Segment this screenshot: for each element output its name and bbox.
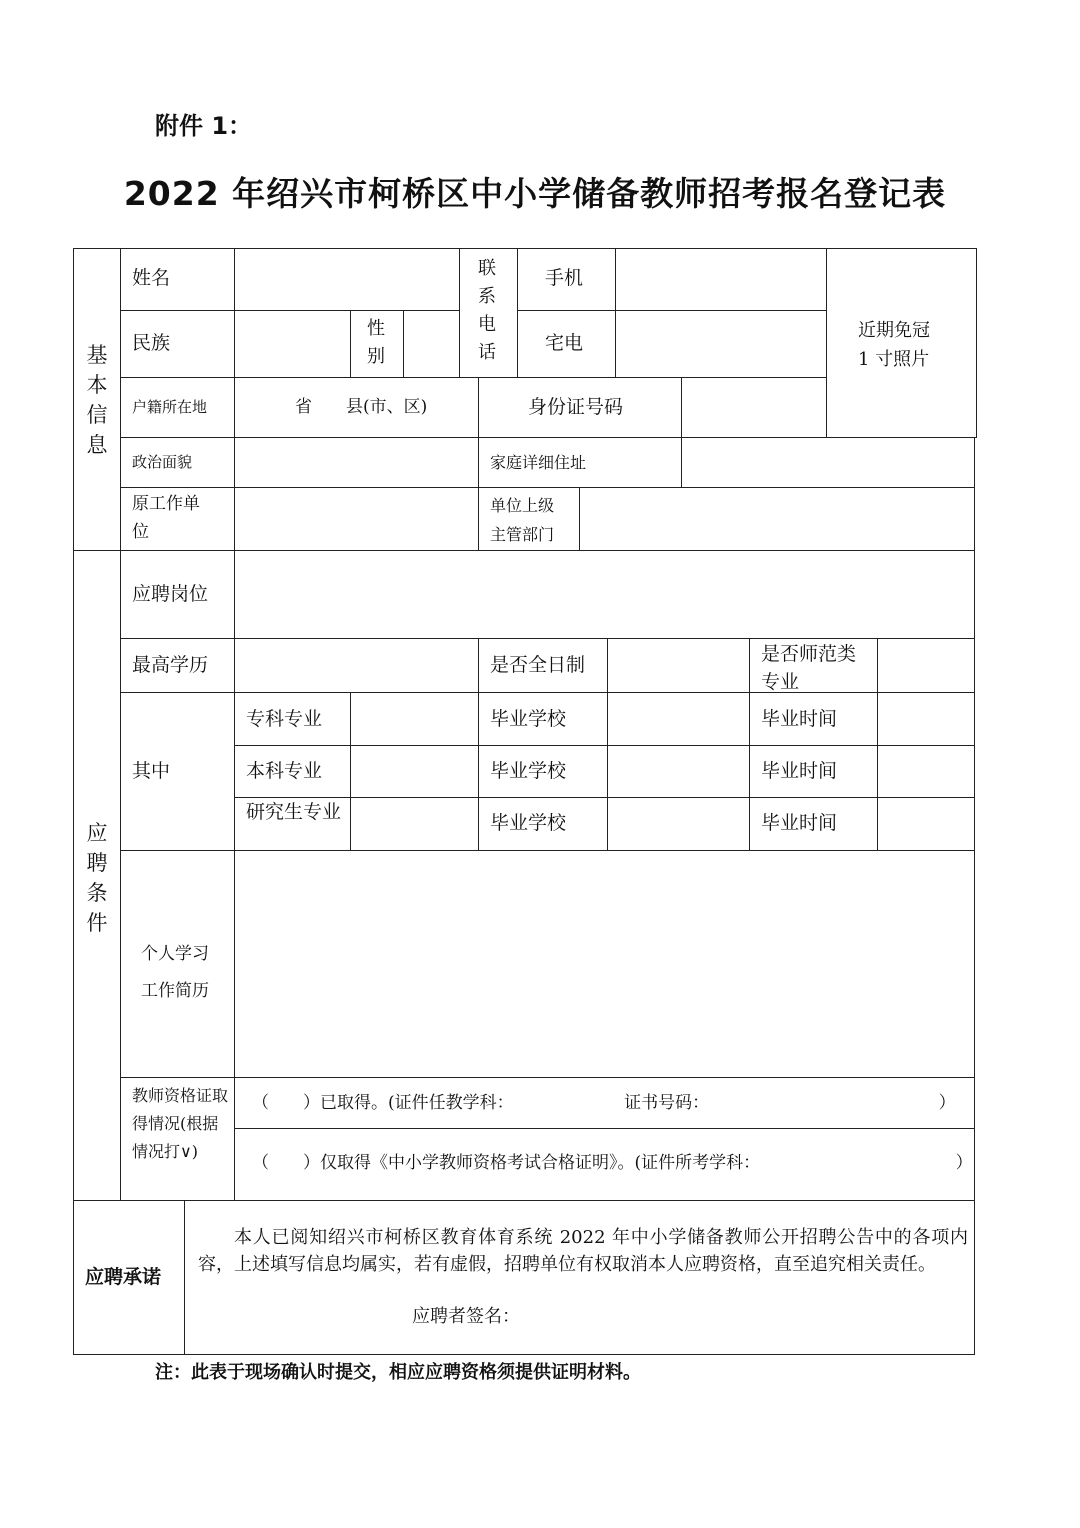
label-grad-time: 毕业时间 (761, 760, 838, 782)
row-line (120, 310, 459, 311)
label-name: 姓名 (132, 267, 171, 289)
form-title-text: 2022 年绍兴市柯桥区中小学储备教师招考报名登记表 (123, 174, 947, 213)
row-line (120, 487, 975, 488)
label-signature: 应聘者签名： (412, 1306, 520, 1327)
row-line (234, 797, 975, 798)
label-education: 最高学历 (132, 654, 209, 676)
label-household: 户籍所在地 (132, 398, 208, 416)
label-major-bachelor: 本科专业 (246, 760, 323, 782)
col-line (749, 638, 750, 850)
label-political: 政治面貌 (132, 453, 193, 471)
label-pledge: 应聘承诺 (85, 1266, 162, 1288)
label-supervisor-line1: 单位上级 (490, 496, 555, 515)
label-photo-line2: 1 寸照片 (858, 349, 930, 370)
label-supervisor (490, 491, 554, 549)
col-line (517, 248, 518, 377)
cert-option-exam-only: （ ）仅取得《中小学教师资格考试合格证明》。(证件所考学科： ） (252, 1153, 973, 1173)
label-school: 毕业学校 (490, 760, 567, 782)
section-label-basic: 基本信息 (86, 343, 108, 457)
row-line (120, 850, 975, 851)
label-school: 毕业学校 (490, 812, 567, 834)
col-line (478, 638, 479, 850)
row-line (234, 745, 975, 746)
col-line (459, 248, 460, 377)
footnote: 注：此表于现场确认时提交，相应应聘资格须提供证明材料。 (155, 1362, 641, 1383)
label-position: 应聘岗位 (132, 583, 209, 605)
label-full-time: 是否全日制 (490, 654, 586, 676)
label-contact-phone: 联系电话 (478, 258, 496, 363)
row-line (120, 377, 826, 378)
pledge-text: 本人已阅知绍兴市柯桥区教育体育系统 2022 年中小学储备教师公开招聘公告中的各项内容，上述填写信息均属实，若有虚假，招聘单位有权取消本人应聘资格，直至追究相关责任。 (198, 1227, 968, 1275)
label-id-number: 身份证号码 (528, 396, 624, 418)
col-line (826, 248, 827, 437)
label-mobile: 手机 (545, 267, 584, 289)
attachment-label: 附件 1： (155, 112, 253, 140)
col-line (403, 310, 404, 377)
cert-option-obtained: （ ）已取得。(证件任教学科： 证书号码： ） (252, 1093, 956, 1113)
col-line (877, 638, 878, 850)
label-grad-time: 毕业时间 (761, 812, 838, 834)
label-address: 家庭详细住址 (490, 453, 587, 472)
form-title (0, 168, 1080, 215)
col-line (607, 638, 608, 850)
label-resume-line1: 个人学习 (141, 944, 209, 964)
table-border-top (73, 248, 976, 249)
row-line (234, 1128, 975, 1129)
label-normal-major: 是否师范类专业 (761, 643, 857, 693)
label-school: 毕业学校 (490, 708, 567, 730)
row-line (517, 310, 826, 311)
label-teacher-cert: 教师资格证取得情况(根据情况打∨) (132, 1086, 229, 1161)
label-among: 其中 (132, 760, 171, 782)
label-province-county: 省 县(市、区) (295, 397, 428, 417)
label-major-college: 专科专业 (246, 708, 323, 730)
section-divider (73, 1200, 975, 1201)
label-supervisor-line2: 主管部门 (490, 525, 555, 544)
label-photo-line1: 近期免冠 (858, 320, 930, 341)
pledge-label-divider (184, 1200, 185, 1355)
col-line (234, 550, 235, 1200)
section-divider (73, 550, 975, 551)
col-line (681, 377, 682, 487)
label-grad-time: 毕业时间 (761, 708, 838, 730)
col-line (350, 692, 351, 850)
photo-border-right (976, 248, 977, 438)
section-label-conditions: 应聘条件 (86, 821, 108, 935)
col-line (615, 248, 616, 377)
label-home-phone: 宅电 (545, 332, 584, 354)
row-line (120, 638, 975, 639)
row-line (120, 437, 976, 438)
section-label-divider (120, 248, 121, 1200)
label-major-graduate: 研究生专业 (246, 801, 342, 823)
label-resume-line2: 工作简历 (141, 981, 209, 1001)
col-line (350, 310, 351, 377)
label-photo (858, 316, 930, 374)
table-border-right (974, 437, 975, 1355)
col-line (478, 377, 479, 550)
label-ethnicity: 民族 (132, 332, 171, 354)
col-line (579, 487, 580, 550)
label-former-unit: 原工作单位 (132, 494, 200, 542)
label-gender: 性别 (367, 318, 385, 367)
col-line (234, 248, 235, 550)
table-border-left (73, 248, 74, 1355)
table-border-bottom (73, 1354, 974, 1355)
row-line (120, 1077, 975, 1078)
label-resume (141, 936, 209, 1010)
